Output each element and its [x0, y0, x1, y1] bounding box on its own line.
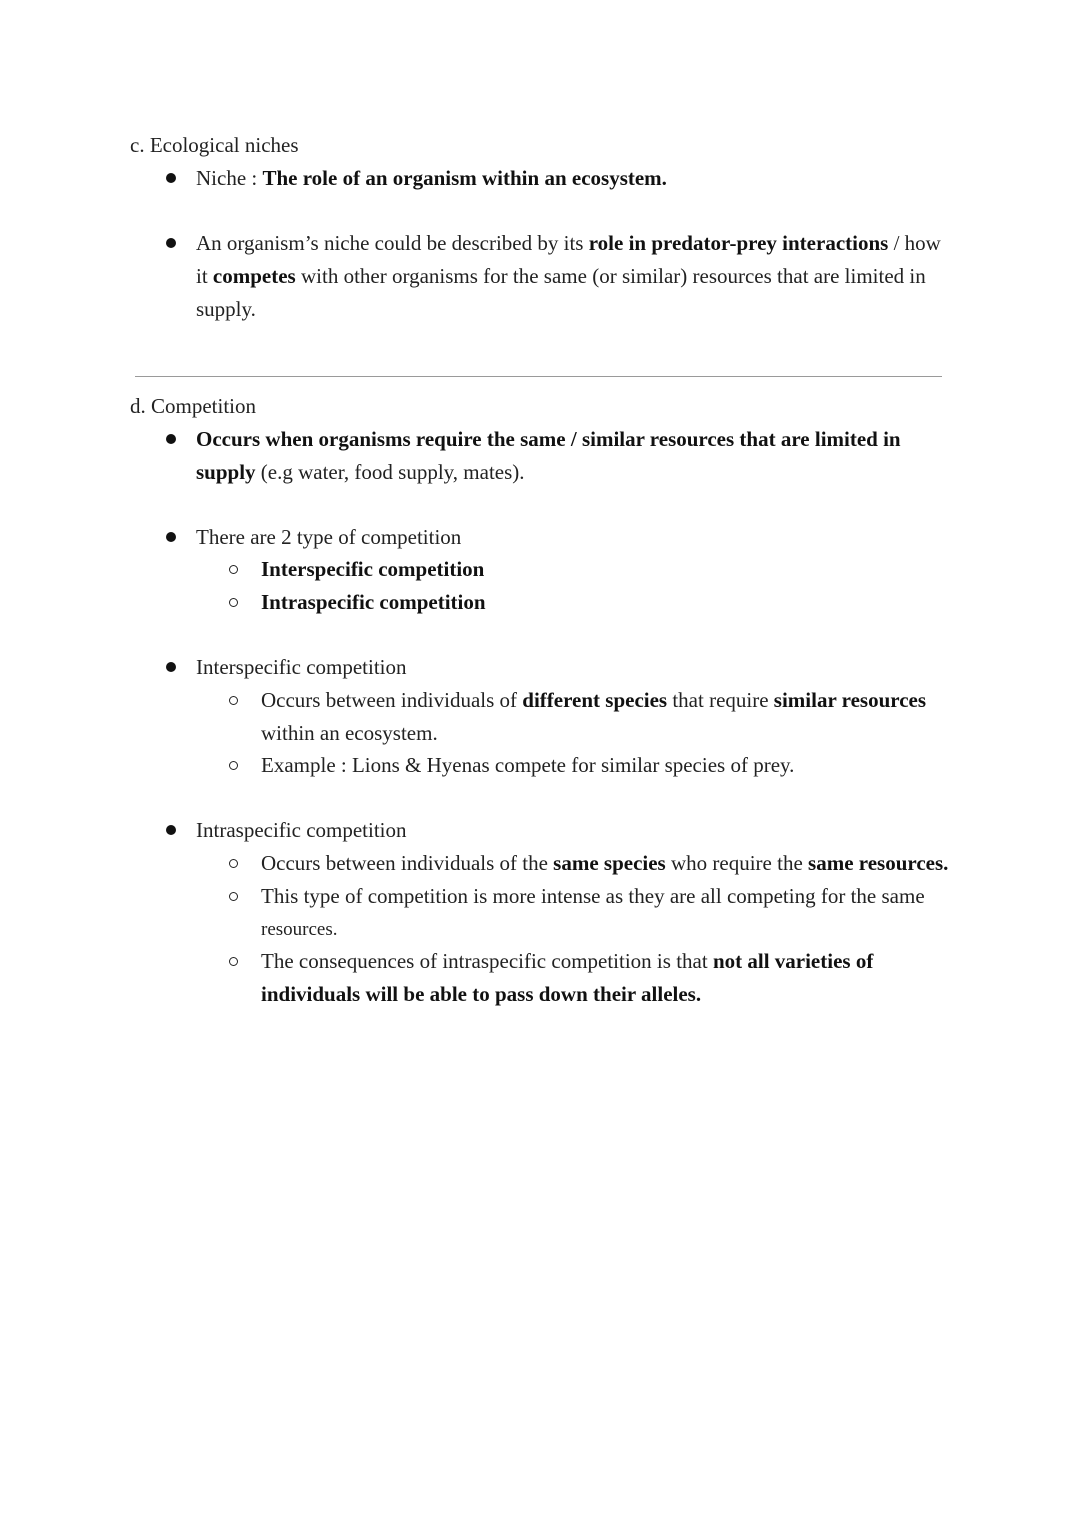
niche-description-line-2: it competes with other organisms for the same (or similar) resources that are limited in — [196, 264, 926, 288]
section-divider — [135, 376, 942, 377]
section-c-heading: c. Ecological niches — [130, 133, 299, 157]
bullet-icon — [166, 662, 176, 672]
interspecific-point-1-line-2: within an ecosystem. — [261, 721, 438, 745]
hollow-bullet-icon — [229, 565, 238, 574]
niche-description-line-1: An organism’s niche could be described by its role in predator-prey interactions / how — [196, 231, 941, 255]
bullet-icon — [166, 173, 176, 183]
niche-definition: Niche : The role of an organism within an ecosystem. — [196, 166, 667, 190]
interspecific-example: Example : Lions & Hyenas compete for similar species of prey. — [261, 753, 795, 777]
intraspecific-point-3-line-1: The consequences of intraspecific competition is that not all varieties of — [261, 949, 874, 973]
competition-definition-line-2: supply (e.g water, food supply, mates). — [196, 460, 525, 484]
hollow-bullet-icon — [229, 892, 238, 901]
intraspecific-point-1: Occurs between individuals of the same species who require the same resources. — [261, 851, 949, 875]
competition-definition-line-1: Occurs when organisms require the same / similar resources that are limited in — [196, 427, 901, 451]
intraspecific-point-2-line-2: resources. — [261, 919, 338, 940]
bullet-icon — [166, 532, 176, 542]
competition-type-item: Interspecific competition — [261, 557, 485, 581]
hollow-bullet-icon — [229, 859, 238, 868]
section-d-heading: d. Competition — [130, 394, 256, 418]
hollow-bullet-icon — [229, 598, 238, 607]
hollow-bullet-icon — [229, 696, 238, 705]
intraspecific-point-3-line-2: individuals will be able to pass down their alleles. — [261, 982, 702, 1006]
interspecific-point-1-line-1: Occurs between individuals of different species that require similar resources — [261, 688, 927, 712]
competition-type-item: Intraspecific competition — [261, 590, 486, 614]
hollow-bullet-icon — [229, 761, 238, 770]
hollow-bullet-icon — [229, 957, 238, 966]
intraspecific-point-2-line-1: This type of competition is more intense as they are all competing for the same — [261, 884, 925, 908]
bullet-icon — [166, 238, 176, 248]
competition-types-intro: There are 2 type of competition — [196, 525, 462, 549]
intraspecific-title: Intraspecific competition — [196, 818, 407, 842]
niche-description-line-3: supply. — [196, 297, 256, 321]
bullet-icon — [166, 825, 176, 835]
bullet-icon — [166, 434, 176, 444]
interspecific-title: Interspecific competition — [196, 655, 407, 679]
